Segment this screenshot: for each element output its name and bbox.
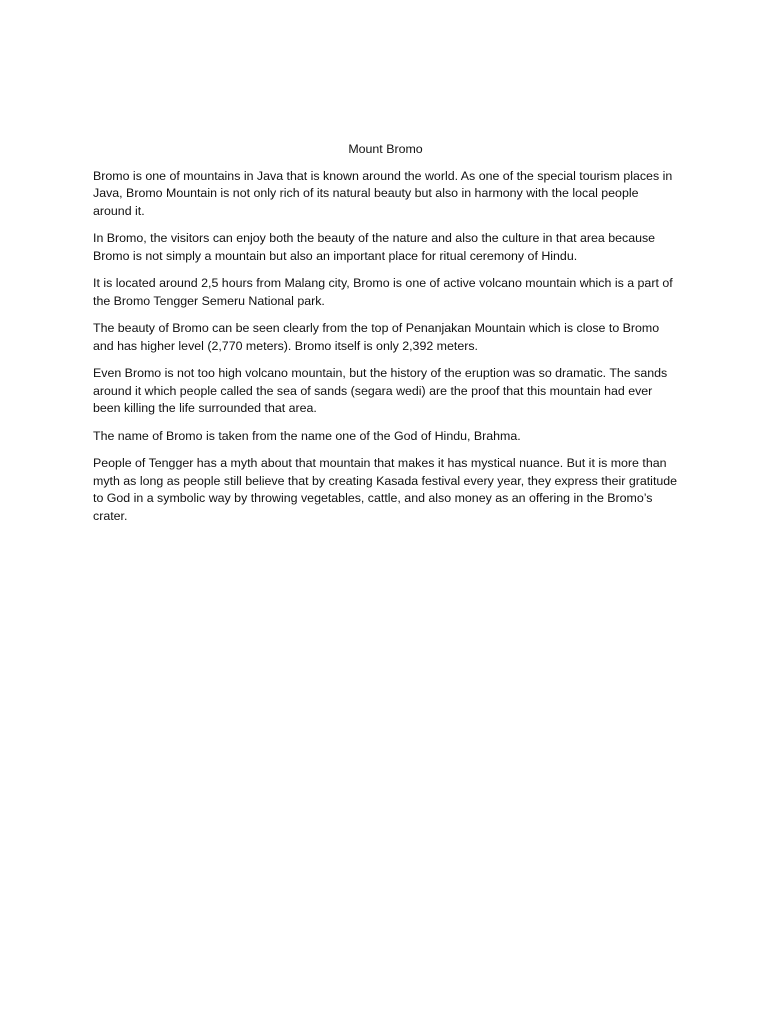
paragraph-6: The name of Bromo is taken from the name one of the God of Hindu, Brahma.: [93, 428, 521, 443]
document-body: [93, 141, 678, 535]
paragraph-1: Bromo is one of mountains in Java that is known around the world. As one of the special tourism places in Java, Bromo Mountain is not only rich of its natural beauty but also in harmony with the local people around it.: [93, 168, 673, 218]
paragraph-5: Even Bromo is not too high volcano mountain, but the history of the eruption was so dramatic. The sands around it which people called the sea of sands (segara wedi) are the proof that this mountain had ever been killing the life surrounded that area.: [93, 366, 668, 415]
paragraph-7: People of Tengger has a myth about that mountain that makes it has mystical nuance. But it is more than myth as long as people still believe that by creating Kasada festival every year, they express their gratitude to God in a symbolic way by throwing vegetables, cattle, and also money as an offering in the Bromo’s crater.: [93, 456, 678, 523]
document-title: Mount Bromo: [348, 142, 423, 156]
paragraph-3: It is located around 2,5 hours from Malang city, Bromo is one of active volcano mountain which is a part of the Bromo Tengger Semeru National park.: [93, 276, 673, 308]
paragraph-4: The beauty of Bromo can be seen clearly from the top of Penanjakan Mountain which is close to Bromo and has higher level (2,770 meters). Bromo itself is only 2,392 meters.: [93, 321, 660, 353]
paragraph-2: In Bromo, the visitors can enjoy both the beauty of the nature and also the culture in that area because Bromo is not simply a mountain but also an important place for ritual ceremony of Hindu.: [93, 231, 656, 263]
